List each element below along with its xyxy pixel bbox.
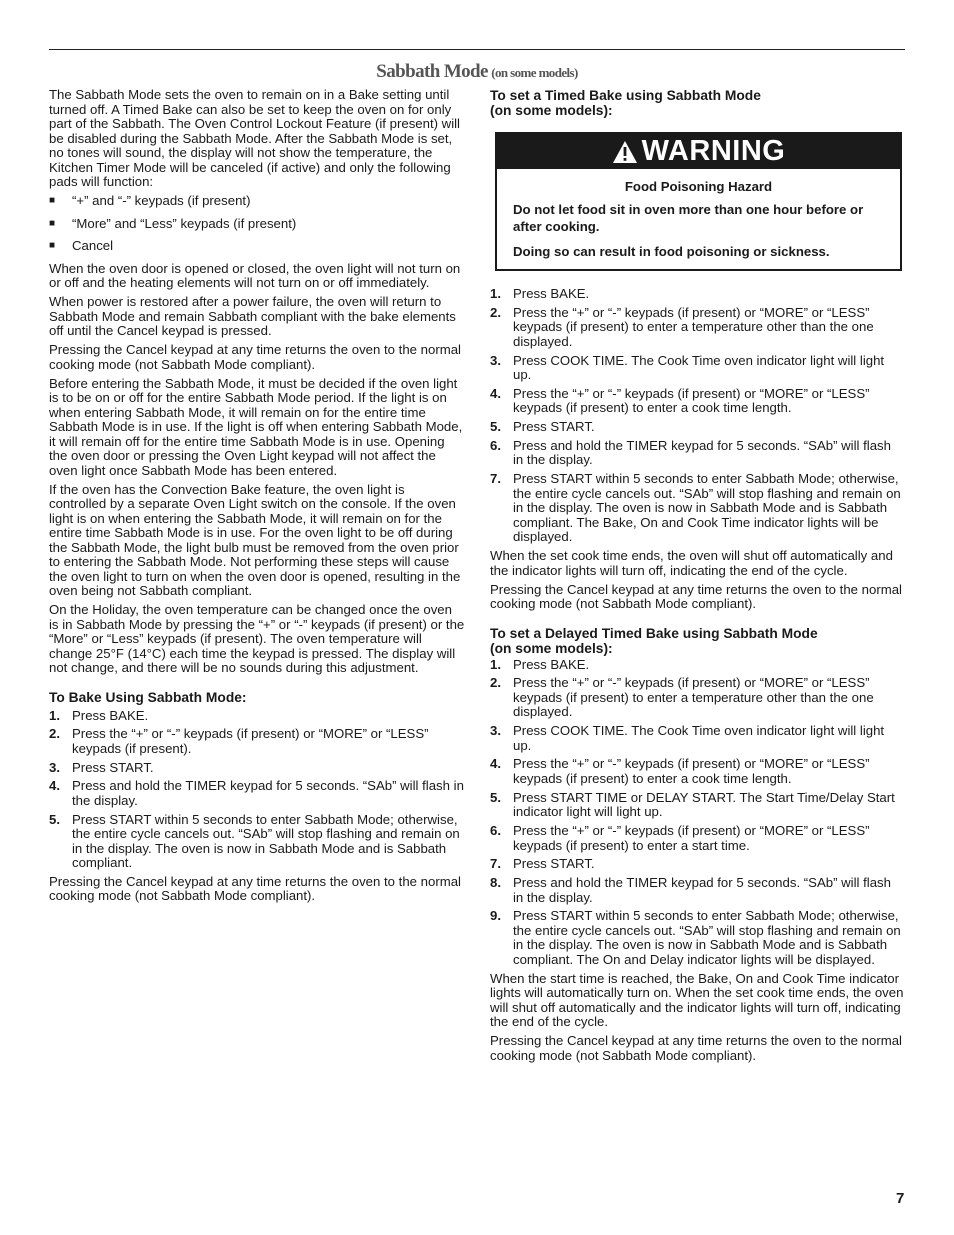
list-item: 5. Press START TIME or DELAY START. The Start Time/Delay Start indicator light will light up. [490, 789, 895, 820]
list-item: 4. Press the “+” or “-” keypads (if present) or “MORE” or “LESS” keypads (if present) to enter a cook time length. [490, 756, 870, 786]
delayed-bake-heading: To set a Delayed Timed Bake using Sabbath Mode (on some models): [490, 625, 818, 656]
timed-bake-heading: To set a Timed Bake using Sabbath Mode (on some models): [490, 88, 761, 118]
warning-header [497, 134, 900, 169]
warning-box [495, 132, 902, 271]
list-item: 5. Press START within 5 seconds to enter Sabbath Mode; otherwise, the entire cycle cancels out. “SAb” will stop flashing and remain on in the display. The oven is now in Sabbath Mode and is Sabbath compliant. [49, 811, 460, 871]
list-item: 8. Press and hold the TIMER keypad for 5 seconds. “SAb” will flash in the display. [490, 875, 891, 905]
paragraph: When power is restored after a power failure, the oven will return to Sabbath Mode and remain Sabbath compliant with the bake elements off until the Cancel keypad is pressed. [49, 294, 456, 338]
paragraph: Pressing the Cancel keypad at any time returns the oven to the normal cooking mode (not Sabbath Mode compliant). [49, 342, 461, 372]
square-bullet-icon: ■ [49, 195, 56, 206]
title-sub: (on some models) [491, 65, 578, 80]
paragraph: Pressing the Cancel keypad at any time returns the oven to the normal cooking mode (not Sabbath Mode compliant). [490, 1033, 902, 1063]
page-number: 7 [896, 1190, 905, 1207]
paragraph: Pressing the Cancel keypad at any time returns the oven to the normal cooking mode (not Sabbath Mode compliant). [49, 873, 461, 904]
paragraph: If the oven has the Convection Bake feature, the oven light is controlled by a separate Oven Light switch on the console. If the oven light is on when entering the Sabbath Mode, it will remain on for the entire time Sabbath Mode is in use. For the oven light to be off during the Sabbath Mode, the light bulb must be removed from the oven prior to entering the Sabbath Mode. Not performing these steps will cause the oven light to turn on when the oven door is opened, resulting in the oven being not Sabbath compliant. [49, 481, 461, 598]
list-item: 7. Press START within 5 seconds to enter Sabbath Mode; otherwise, the entire cycle cancels out. “SAb” will stop flashing and remain on in the display. The oven is now in Sabbath Mode and is Sabbath compliant. The Bake, On and Cook Time indicator lights will be displayed. [490, 471, 901, 545]
hazard-title: Food Poisoning Hazard [624, 179, 773, 194]
list-item: 3. Press COOK TIME. The Cook Time oven indicator light will light up. [490, 352, 885, 383]
list-item: ■ “More” and “Less” keypads (if present) [49, 215, 297, 231]
paragraph: Pressing the Cancel keypad at any time returns the oven to the normal cooking mode (not Sabbath Mode compliant). [490, 581, 902, 612]
list-item: 1. Press BAKE. [49, 707, 149, 723]
title-main: Sabbath Mode [376, 61, 488, 82]
list-item: ■ “+” and “-” keypads (if present) [49, 193, 251, 208]
warning-triangle-icon [612, 140, 638, 164]
list-item: 3. Press START. [49, 759, 154, 775]
list-item: 9. Press START within 5 seconds to enter Sabbath Mode; otherwise, the entire cycle cancels out. “SAb” will stop flashing and remain on in the display. The oven is now in Sabbath Mode and is Sabbath compliant. The On and Delay indicator lights will be displayed. [490, 908, 901, 967]
section-title [0, 61, 954, 83]
functioning-pads-list [49, 194, 465, 254]
square-bullet-icon: ■ [49, 217, 56, 229]
list-item: ■ Cancel [49, 238, 114, 253]
warning-label: WARNING [641, 135, 786, 168]
list-item: 4. Press the “+” or “-” keypads (if present) or “MORE” or “LESS” keypads (if present) to enter a cook time length. [490, 385, 870, 416]
square-bullet-icon: ■ [49, 240, 56, 251]
warning-body [497, 169, 900, 269]
paragraph: Before entering the Sabbath Mode, it must be decided if the oven light is to be on or off for the entire Sabbath Mode period. If the light is on when entering Sabbath Mode, it will remain on for the entire time Sabbath Mode is in use. If the light is off when entering Sabbath Mode, it will remain off for the entire time Sabbath Mode is in use. Opening the oven door or pressing the Oven Light keypad will not affect the oven light once Sabbath Mode has been entered. [49, 375, 463, 478]
top-rule [49, 49, 905, 50]
intro-paragraph: The Sabbath Mode sets the oven to remain on in a Bake setting until turned off. A Timed Bake can also be set to keep the oven on for only part of the Sabbath. The Oven Control Lockout Feature (if present) will be disabled during the Sabbath Mode. After the Sabbath Mode is set, no tones will sound, the display will not show the temperature, the Kitchen Timer Mode will be canceled (if active) and only the following pads will function: [49, 87, 460, 189]
list-item: 1. Press BAKE. [490, 286, 590, 301]
bake-heading: To Bake Using Sabbath Mode: [49, 689, 247, 705]
list-item: 4. Press and hold the TIMER keypad for 5 seconds. “SAb” will flash in the display. [49, 778, 464, 808]
timed-bake-steps [490, 287, 904, 545]
paragraph: When the start time is reached, the Bake, On and Cook Time indicator lights will automatically turn on. When the set cook time ends, the oven will shut off automatically and the indicator lights will turn off, indicating the end of the cycle. [490, 970, 904, 1030]
list-item: 1. Press BAKE. [490, 656, 590, 672]
list-item: 5. Press START. [490, 419, 595, 435]
bake-steps [49, 709, 465, 871]
right-column [490, 88, 904, 1068]
list-item: 6. Press the “+” or “-” keypads (if present) or “MORE” or “LESS” keypads (if present) to enter a start time. [490, 823, 870, 853]
list-item: 2. Press the “+” or “-” keypads (if present) or “MORE” or “LESS” keypads (if present) to enter a temperature other than the one displayed. [490, 675, 874, 720]
warning-line: Do not let food sit in oven more than one hour before or after cooking. [513, 202, 864, 234]
delayed-bake-steps [490, 658, 904, 968]
list-item: 3. Press COOK TIME. The Cook Time oven indicator light will light up. [490, 723, 885, 753]
list-item: 6. Press and hold the TIMER keypad for 5 seconds. “SAb” will flash in the display. [490, 437, 891, 468]
list-item: 7. Press START. [490, 856, 595, 872]
paragraph: On the Holiday, the oven temperature can be changed once the oven is in Sabbath Mode by pressing the “+” or “-” keypads (if present) or the “More” or “Less” keypads (if present). The oven temperature will change 25°F (14°C) each time the keypad is pressed. The display will not change, and there will be no sounds during this adjustment. [49, 602, 465, 675]
left-column [49, 88, 465, 908]
paragraph: When the oven door is opened or closed, the oven light will not turn on or off and the heating elements will not turn on or off immediately. [49, 260, 461, 290]
list-item: 2. Press the “+” or “-” keypads (if present) or “MORE” or “LESS” keypads (if present) to enter a temperature other than the one displayed. [490, 304, 874, 349]
warning-line: Doing so can result in food poisoning or sickness. [513, 244, 830, 259]
paragraph: When the set cook time ends, the oven will shut off automatically and the indicator lights will turn off, indicating the end of the cycle. [490, 548, 893, 578]
list-item: 2. Press the “+” or “-” keypads (if present) or “MORE” or “LESS” keypads (if present). [49, 726, 429, 756]
